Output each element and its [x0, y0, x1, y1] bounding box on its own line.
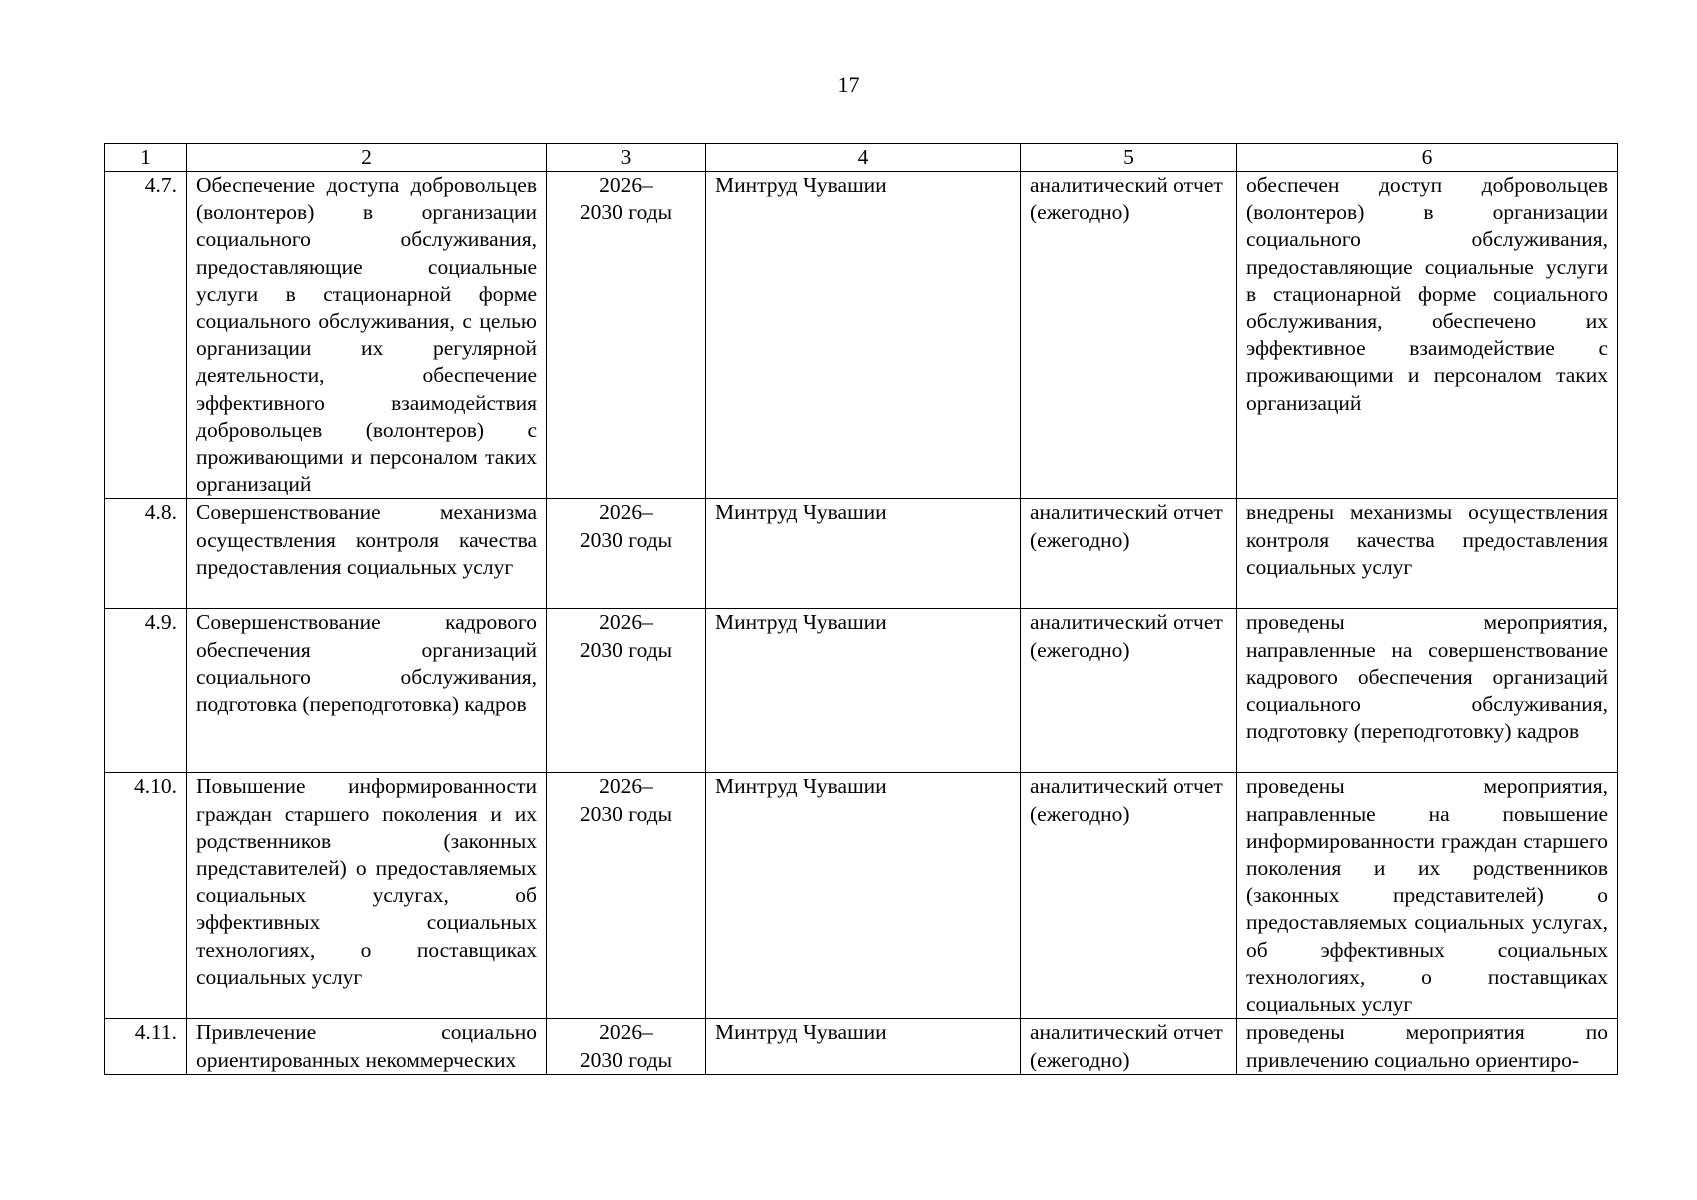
measure-text: Совершенствование механизма осуществления контроля качества предоставления социальных услуг: [187, 499, 547, 609]
expected-result: проведены мероприятия, направленные на совершенствование кадрового обеспечения организаций социального обслуживания, подготовку (переподготовку) кадров: [1237, 609, 1618, 773]
item-number: 4.11.: [105, 1019, 187, 1075]
column-header: 6: [1237, 144, 1618, 172]
column-header: 5: [1021, 144, 1237, 172]
term-cell: [547, 773, 706, 1019]
table-row: [105, 609, 1618, 773]
executor: Минтруд Чувашии: [706, 499, 1021, 609]
term-cell: [547, 172, 706, 499]
table-row: [105, 499, 1618, 609]
column-header: 1: [105, 144, 187, 172]
term-cell: [547, 499, 706, 609]
table-row: [105, 172, 1618, 499]
measure-text: Совершенствование кадрового обеспечения организаций социального обслуживания, подготовка (переподготовка) кадров: [187, 609, 547, 773]
item-number: 4.10.: [105, 773, 187, 1019]
measure-text: Привлечение социально ориентированных некоммерческих: [187, 1019, 547, 1075]
column-header: 2: [187, 144, 547, 172]
page-number: 17: [837, 72, 860, 97]
column-header: 4: [706, 144, 1021, 172]
column-number-row: [105, 144, 1618, 172]
item-number: 4.7.: [105, 172, 187, 499]
report-form: аналитический отчет (ежегодно): [1021, 172, 1237, 499]
measures-table: [104, 143, 1618, 1075]
term-cell: [547, 1019, 706, 1075]
term-start: 2026–: [599, 610, 653, 635]
item-number: 4.8.: [105, 499, 187, 609]
measure-text: Обеспечение доступа добровольцев (волонтеров) в организации социального обслуживания, предоставляющие социальные услуги в стационарной форме социального обслуживания, с целью организации их регулярной деятельности, обеспечение эффективного взаимодействия добровольцев (волонтеров) с проживающими и персоналом таких организаций: [187, 172, 547, 499]
table-row: [105, 1019, 1618, 1075]
term-start: 2026–: [599, 500, 653, 525]
term-end: 2030 годы: [579, 200, 673, 225]
term-start: 2026–: [599, 1020, 653, 1045]
executor: Минтруд Чувашии: [706, 172, 1021, 499]
table-row: [105, 773, 1618, 1019]
term-start: 2026–: [599, 173, 653, 197]
executor: Минтруд Чувашии: [706, 773, 1021, 1019]
report-form: аналитический отчет (ежегодно): [1021, 1019, 1237, 1075]
term-end: 2030 годы: [579, 801, 673, 826]
term-start: 2026–: [599, 774, 653, 799]
term-end: 2030 годы: [579, 1047, 673, 1072]
expected-result: проведены мероприятия по привлечению социально ориентиро-: [1237, 1019, 1618, 1075]
measure-text: Повышение информированности граждан старшего поколения и их родственников (законных представителей) о предоставляемых социальных услугах, об эффективных социальных технологиях, о поставщиках социальных услуг: [187, 773, 547, 1019]
report-form: аналитический отчет (ежегодно): [1021, 609, 1237, 773]
term-end: 2030 годы: [579, 527, 673, 552]
executor: Минтруд Чувашии: [706, 609, 1021, 773]
term-end: 2030 годы: [579, 637, 673, 662]
expected-result: обеспечен доступ добровольцев (волонтеров) в организации социального обслуживания, предоставляющие социальные услуги в стационарной форме социального обслуживания, обеспечено их эффективное взаимодействие с проживающими и персоналом таких организаций: [1237, 172, 1618, 499]
executor: Минтруд Чувашии: [706, 1019, 1021, 1075]
term-cell: [547, 609, 706, 773]
report-form: аналитический отчет (ежегодно): [1021, 773, 1237, 1019]
report-form: аналитический отчет (ежегодно): [1021, 499, 1237, 609]
expected-result: внедрены механизмы осуществления контроля качества предоставления социальных услуг: [1237, 499, 1618, 609]
item-number: 4.9.: [105, 609, 187, 773]
column-header: 3: [547, 144, 706, 172]
expected-result: проведены мероприятия, направленные на повышение информированности граждан старшего поколения и их родственников (законных представителей) о предоставляемых социальных услугах, об эффективных социальных технологиях, о поставщиках социальных услуг: [1237, 773, 1618, 1019]
